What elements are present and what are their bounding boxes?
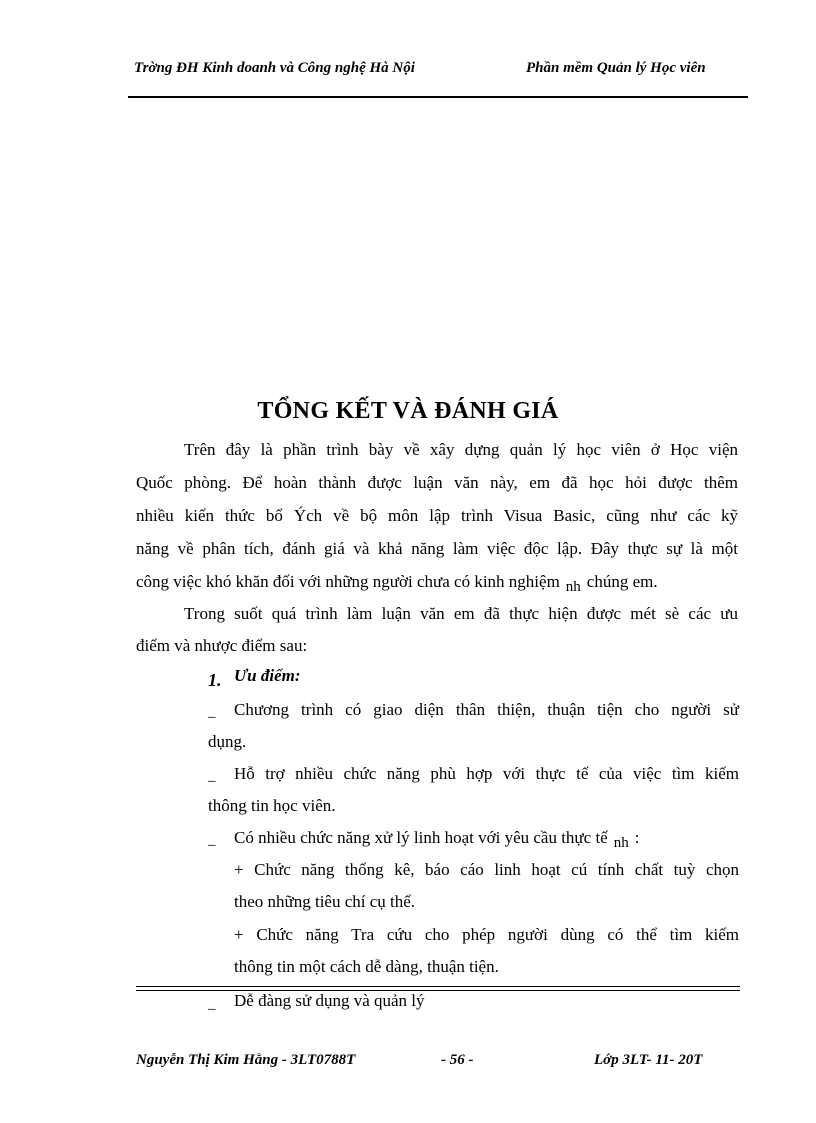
header-divider [128, 96, 748, 98]
footer-divider-top [136, 986, 740, 987]
header-software: Phần mềm Quản lý Học viên [526, 60, 706, 76]
para1-line3: nhiều kiến thức bổ Ých về bộ môn lập trình Visua Basic, cũng như các kỹ [136, 506, 738, 525]
bullet-marker-1: _ [208, 704, 216, 720]
para1-line1: Trên đây là phần trình bày về xây dựng quản lý học viên ở Học viện [184, 440, 738, 459]
item1-line1: Chương trình có giao diện thân thiện, thuận tiện cho người sử [234, 700, 739, 719]
item3-text-b: : [634, 828, 640, 847]
para1-line5 [136, 572, 738, 595]
bullet-marker-3: _ [208, 832, 216, 848]
footer-author: Nguyễn Thị Kim Hằng - 3LT0788T [136, 1052, 356, 1068]
item2-line1: Hỗ trợ nhiều chức năng phù hợp với thực tế của việc tìm kiếm [234, 764, 739, 783]
subitem1-line1: + Chức năng thống kê, báo cáo linh hoạt cú tính chất tuỳ chọn [234, 860, 739, 879]
subitem1-line2: theo những tiêu chí cụ thể. [234, 892, 416, 911]
para1-line5-a: công việc khó khăn đối với những người chưa có kinh nghiệm [136, 572, 560, 591]
footer-class: Lớp 3LT- 11- 20T [594, 1052, 703, 1068]
bullet-marker-2: _ [208, 768, 216, 784]
subitem2-line1: + Chức năng Tra cứu cho phép người dùng có thể tìm kiếm [234, 925, 739, 944]
item3-text-a: Có nhiều chức năng xử lý linh hoạt với yêu cầu thực tế [234, 828, 608, 847]
para1-line2: Quốc phòng. Để hoàn thành được luận văn này, em đã học hỏi được thêm [136, 473, 738, 492]
section-title: Ưu điểm: [234, 666, 301, 685]
para2-line2: điểm và nhược điểm sau: [136, 636, 308, 655]
para1-line5-nh: nh [565, 579, 581, 595]
para1-line4: năng về phân tích, đánh giá và khả năng làm việc độc lập. Đây thực sự là một [136, 539, 738, 558]
item4-line: Dễ đàng sử dụng và quản lý [234, 991, 425, 1010]
page-title: TỔNG KẾT VÀ ĐÁNH GIÁ [257, 398, 559, 424]
para1-line5-b: chúng em. [586, 572, 658, 591]
section-number: 1. [208, 670, 222, 690]
item3-nh: nh [613, 835, 629, 851]
para2-line1: Trong suốt quá trình làm luận văn em đã thực hiện được mét sè các ưu [184, 604, 738, 623]
bullet-marker-4: _ [208, 996, 216, 1012]
subitem2-line2: thông tin một cách dễ dàng, thuận tiện. [234, 957, 499, 976]
item2-line2: thông tin học viên. [208, 796, 336, 815]
header-school: Trờng ĐH Kinh doanh và Công nghệ Hà Nội [134, 60, 415, 76]
item1-line2: dụng. [208, 732, 247, 751]
page-number: - 56 - [441, 1052, 474, 1068]
item3-line [234, 828, 739, 851]
